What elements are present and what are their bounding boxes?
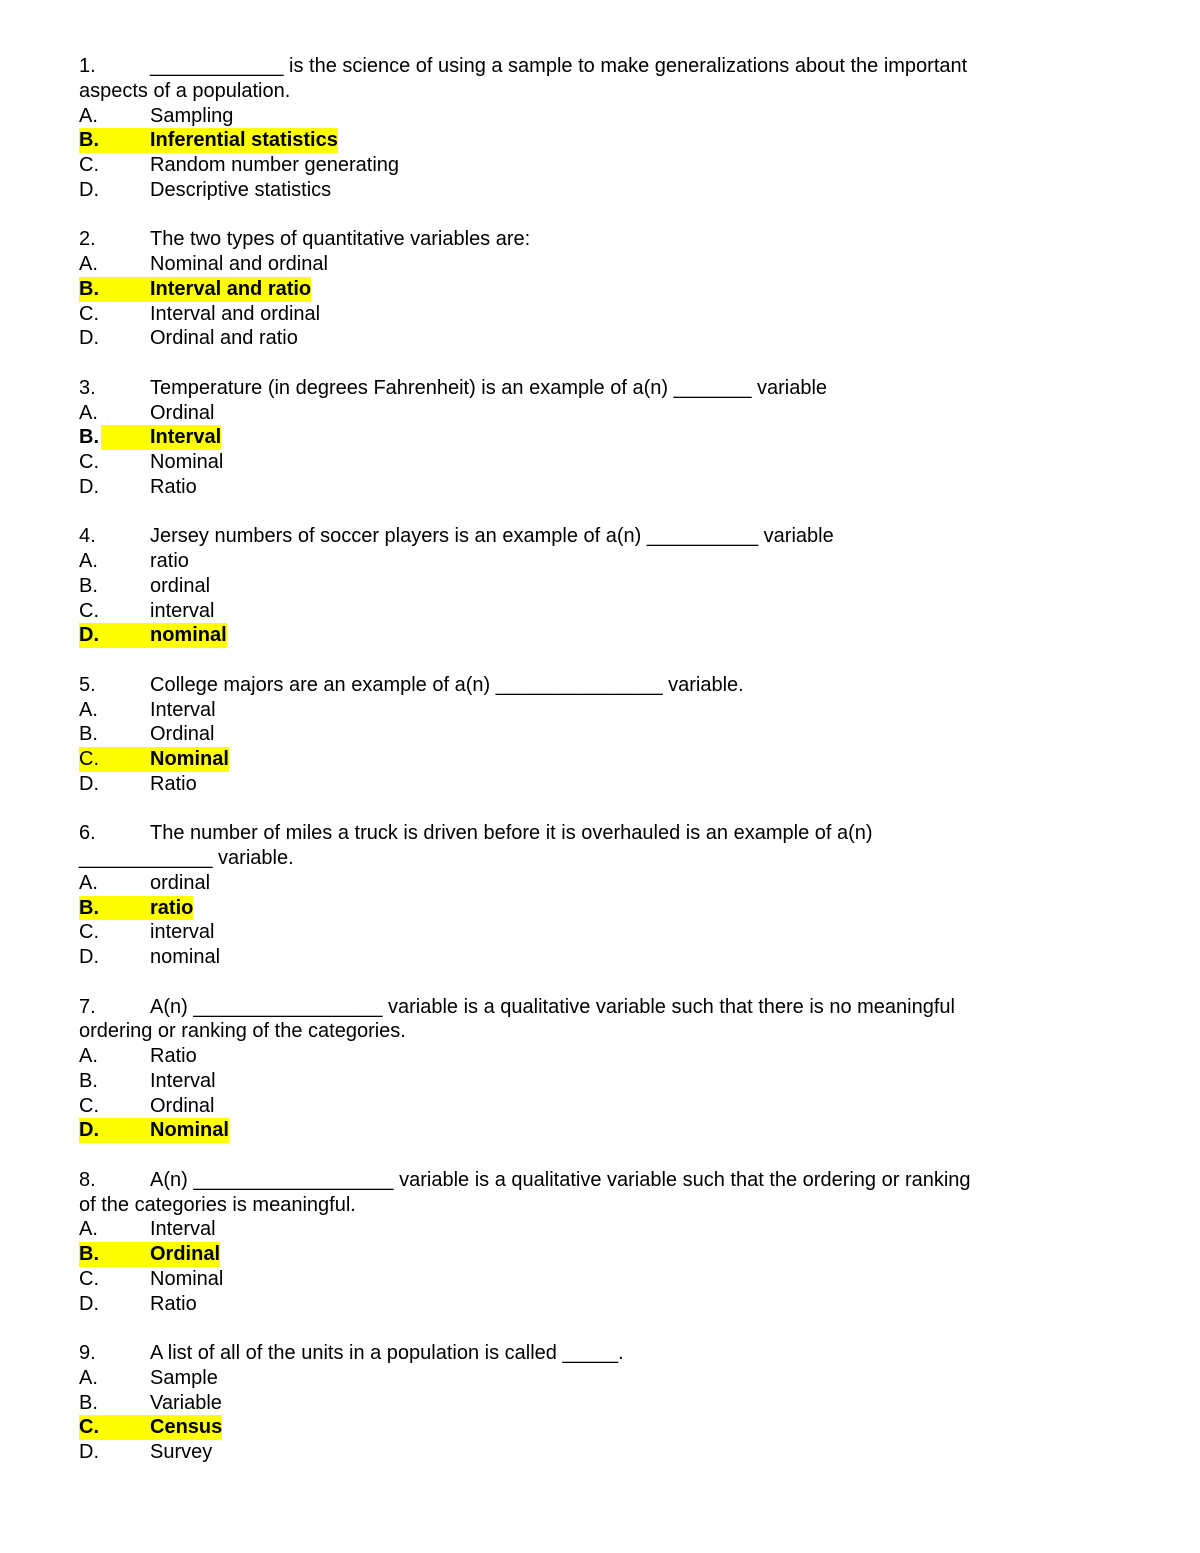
option-letter: A. (79, 1366, 98, 1389)
question-text: The two types of quantitative variables are: (150, 228, 531, 251)
answer-highlight (101, 425, 221, 450)
option-letter: B. (79, 1069, 98, 1092)
option-text: Ordinal (150, 401, 215, 424)
option-letter: C. (79, 599, 99, 622)
option-text: Survey (150, 1441, 213, 1464)
option-b-correct (79, 896, 1079, 921)
question-stem (79, 1168, 1079, 1193)
option-letter: D. (79, 946, 99, 969)
option-text: Nominal (150, 451, 224, 474)
option-text: Interval and ratio (150, 277, 312, 300)
question-6 (79, 821, 1079, 970)
option-a (79, 1044, 1079, 1069)
question-text: Jersey numbers of soccer players is an example of a(n) __________ variable (150, 525, 834, 548)
option-letter: C. (79, 748, 99, 771)
option-text: Nominal (150, 748, 229, 771)
question-8 (79, 1168, 1079, 1317)
option-d (79, 475, 1079, 500)
option-text: Ratio (150, 475, 197, 498)
option-letter: B. (79, 723, 98, 746)
option-letter: B. (79, 1391, 98, 1414)
question-number: 8. (79, 1168, 96, 1191)
option-letter: B. (79, 1243, 99, 1266)
question-9 (79, 1341, 1079, 1465)
question-number: 4. (79, 525, 96, 548)
option-letter: C. (79, 921, 99, 944)
answer-highlight (79, 896, 193, 921)
option-text: Interval (150, 426, 222, 449)
option-b (79, 722, 1079, 747)
answer-highlight (79, 1242, 220, 1267)
option-text: Census (150, 1416, 223, 1439)
option-text: ordinal (150, 574, 211, 597)
question-3 (79, 376, 1079, 500)
option-text: Ratio (150, 1045, 197, 1068)
option-text: Nominal (150, 1267, 224, 1290)
option-text: Ordinal (150, 1094, 215, 1117)
option-c-correct (79, 1415, 1079, 1440)
question-stem (79, 673, 1079, 698)
answer-highlight (79, 1118, 229, 1143)
option-c (79, 1094, 1079, 1119)
option-a (79, 104, 1079, 129)
option-text: interval (150, 599, 215, 622)
option-letter: B. (79, 129, 99, 152)
option-a (79, 549, 1079, 574)
option-d (79, 772, 1079, 797)
answer-highlight (79, 1415, 222, 1440)
question-5 (79, 673, 1079, 797)
option-text: Ordinal (150, 723, 215, 746)
option-text: Ordinal and ratio (150, 327, 298, 350)
question-stem (79, 995, 1079, 1020)
option-b-correct (79, 277, 1079, 302)
question-text: ____________ is the science of using a sample to make generalizations about the important (150, 55, 968, 77)
option-letter: D. (79, 1441, 99, 1464)
option-letter: B. (79, 896, 99, 919)
question-text: The number of miles a truck is driven before it is overhauled is an example of a(n) (150, 822, 873, 845)
option-text: Interval (150, 698, 216, 721)
option-text: Random number generating (150, 154, 400, 177)
question-stem (79, 1341, 1079, 1366)
question-4 (79, 524, 1079, 648)
option-b-correct (79, 128, 1079, 153)
option-a (79, 871, 1079, 896)
option-a (79, 252, 1079, 277)
option-d (79, 326, 1079, 351)
option-letter: D. (79, 178, 99, 201)
option-text: Nominal (150, 1119, 229, 1142)
option-text: Ordinal (150, 1243, 221, 1266)
option-a (79, 698, 1079, 723)
option-text: nominal (150, 624, 227, 647)
quiz-document (79, 54, 1079, 1490)
question-number: 7. (79, 995, 96, 1018)
option-text: Interval and ordinal (150, 302, 321, 325)
option-c (79, 599, 1079, 624)
question-1 (79, 54, 1079, 203)
question-number: 2. (79, 228, 96, 251)
option-b (79, 574, 1079, 599)
option-letter: A. (79, 401, 98, 424)
question-stem (79, 227, 1079, 252)
option-letter: D. (79, 624, 99, 647)
question-number: 1. (79, 55, 96, 77)
option-text: nominal (150, 946, 221, 969)
question-text: A list of all of the units in a population is called _____. (150, 1342, 624, 1365)
option-text: Ratio (150, 1292, 197, 1315)
option-text: Descriptive statistics (150, 178, 332, 201)
option-c-correct (79, 747, 1079, 772)
question-stem (79, 821, 1079, 846)
question-number: 3. (79, 376, 96, 399)
option-letter: C. (79, 302, 99, 325)
option-b (79, 1069, 1079, 1094)
option-b (79, 1391, 1079, 1416)
option-d (79, 1440, 1079, 1465)
option-text: Sampling (150, 104, 234, 127)
option-b-correct (79, 425, 1079, 450)
option-letter: C. (79, 1416, 99, 1439)
question-text: A(n) __________________ variable is a qualitative variable such that the ordering or ranking (150, 1168, 971, 1191)
option-a (79, 1366, 1079, 1391)
option-text: ordinal (150, 871, 211, 894)
option-text: interval (150, 921, 215, 944)
option-d (79, 1292, 1079, 1317)
option-letter: B. (79, 574, 98, 597)
question-text: A(n) _________________ variable is a qualitative variable such that there is no meaningful (150, 995, 955, 1018)
option-text: Inferential statistics (150, 129, 338, 152)
option-letter: A. (79, 698, 98, 721)
option-c (79, 302, 1079, 327)
option-letter: D. (79, 327, 99, 350)
option-a (79, 401, 1079, 426)
option-letter: A. (79, 104, 98, 127)
option-letter: D. (79, 772, 99, 795)
question-continuation: aspects of a population. (79, 79, 291, 102)
option-c (79, 1267, 1079, 1292)
question-stem (79, 524, 1079, 549)
option-letter: B. (79, 277, 99, 300)
option-text: Sample (150, 1366, 218, 1389)
option-letter: C. (79, 451, 99, 474)
option-d (79, 178, 1079, 203)
option-text: Nominal and ordinal (150, 253, 328, 276)
question-number: 9. (79, 1342, 96, 1365)
question-stem (79, 54, 1079, 79)
option-letter: A. (79, 1218, 98, 1241)
question-continuation: of the categories is meaningful. (79, 1193, 356, 1216)
answer-highlight (79, 623, 227, 648)
option-text: ratio (150, 896, 194, 919)
option-a (79, 1217, 1079, 1242)
option-letter: A. (79, 871, 98, 894)
option-d-correct (79, 623, 1079, 648)
question-number: 6. (79, 822, 96, 845)
answer-highlight (79, 128, 338, 153)
option-letter: A. (79, 550, 98, 573)
option-letter: C. (79, 1094, 99, 1117)
question-number: 5. (79, 673, 96, 696)
option-letter: D. (79, 1292, 99, 1315)
option-c (79, 920, 1079, 945)
option-text: ratio (150, 550, 189, 573)
option-c (79, 153, 1079, 178)
question-continuation: ____________ variable. (79, 847, 294, 870)
question-stem (79, 376, 1079, 401)
question-7 (79, 995, 1079, 1144)
option-letter: C. (79, 154, 99, 177)
option-d-correct (79, 1118, 1079, 1143)
question-continuation: ordering or ranking of the categories. (79, 1020, 406, 1043)
option-letter: B. (79, 426, 99, 449)
option-text: Ratio (150, 772, 197, 795)
option-d (79, 945, 1079, 970)
answer-highlight (79, 277, 311, 302)
option-text: Variable (150, 1391, 222, 1414)
option-letter: D. (79, 475, 99, 498)
question-2 (79, 227, 1079, 351)
option-letter: A. (79, 253, 98, 276)
option-letter: A. (79, 1045, 98, 1068)
question-text: College majors are an example of a(n) _______________ variable. (150, 673, 744, 696)
option-letter: D. (79, 1119, 99, 1142)
option-c (79, 450, 1079, 475)
answer-highlight (79, 747, 229, 772)
option-text: Interval (150, 1218, 216, 1241)
option-letter: C. (79, 1267, 99, 1290)
option-text: Interval (150, 1069, 216, 1092)
question-text: Temperature (in degrees Fahrenheit) is an example of a(n) _______ variable (150, 376, 828, 399)
option-b-correct (79, 1242, 1079, 1267)
